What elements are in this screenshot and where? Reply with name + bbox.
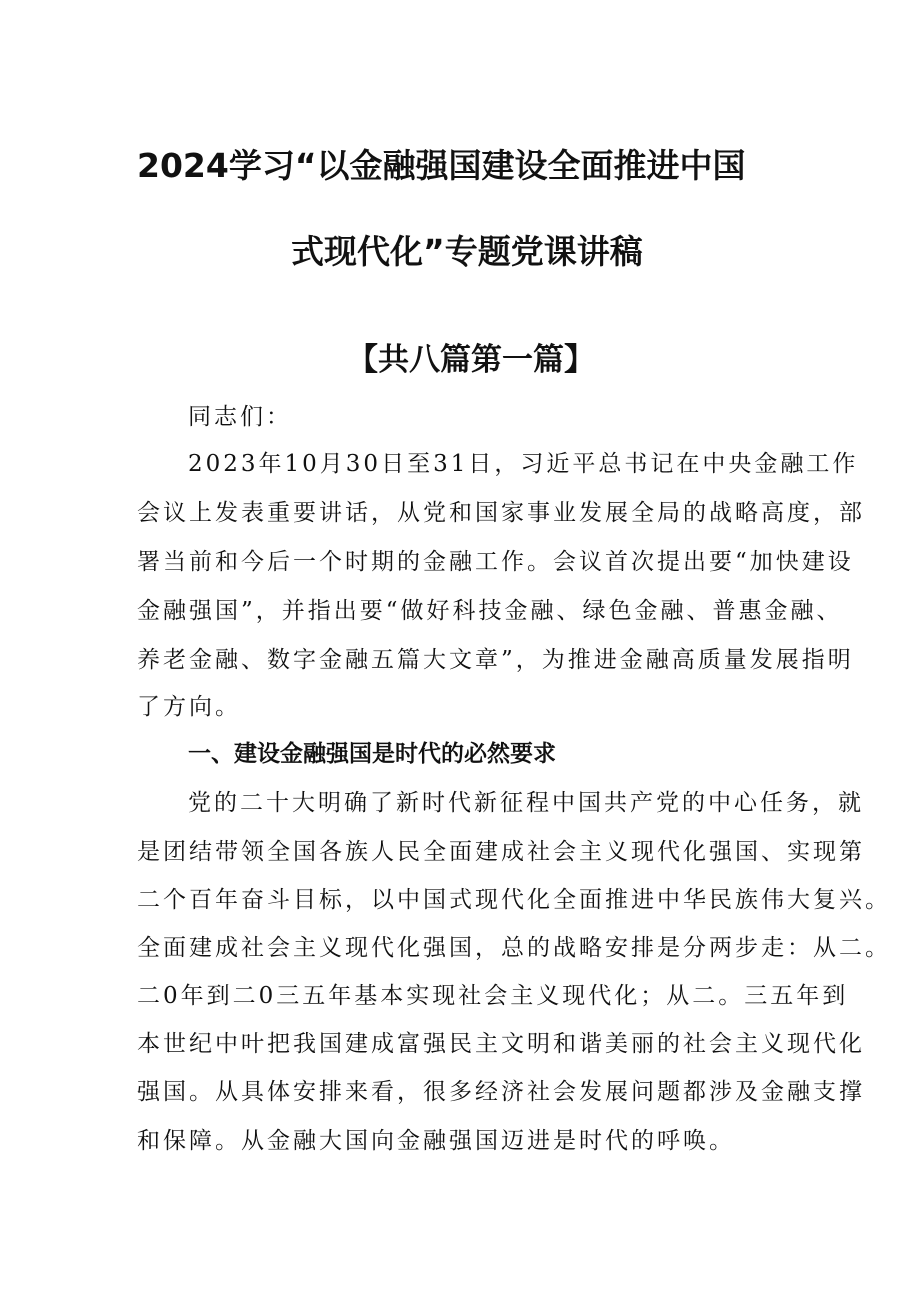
paragraph-1-line: 署当前和今后一个时期的金融工作。会议首次提出要“加快建设 bbox=[137, 549, 854, 575]
salutation: 同志们： bbox=[188, 404, 292, 430]
document-title-line-2: 式现代化”专题党课讲稿 bbox=[291, 232, 643, 271]
paragraph-2-line: 二0年到二0三五年基本实现社会主义现代化；从二。三五年到 bbox=[137, 983, 849, 1009]
paragraph-2-line: 是团结带领全国各族人民全面建成社会主义现代化强国、实现第 bbox=[137, 839, 865, 865]
paragraph-2-line: 和保障。从金融大国向金融强国迈进是时代的呼唤。 bbox=[137, 1128, 735, 1154]
paragraph-2-line: 全面建成社会主义现代化强国，总的战略安排是分两步走：从二。 bbox=[137, 935, 891, 961]
paragraph-2-line: 本世纪中叶把我国建成富强民主文明和谐美丽的社会主义现代化 bbox=[137, 1031, 865, 1057]
section-1-heading: 一、建设金融强国是时代的必然要求 bbox=[188, 741, 556, 767]
paragraph-1-line: 会议上发表重要讲话，从党和国家事业发展全局的战略高度，部 bbox=[137, 500, 865, 526]
paragraph-2-line: 二个百年奋斗目标，以中国式现代化全面推进中华民族伟大复兴。 bbox=[137, 887, 891, 913]
paragraph-1-line: 养老金融、数字金融五篇大文章”，为推进金融高质量发展指明 bbox=[137, 647, 854, 673]
document-subtitle: 【共八篇第一篇】 bbox=[347, 342, 595, 378]
paragraph-1-line: 2023年10月30日至31日，习近平总书记在中央金融工作 bbox=[188, 451, 859, 477]
paragraph-2-line: 党的二十大明确了新时代新征程中国共产党的中心任务，就 bbox=[188, 790, 864, 816]
document-title-line-1: 2024学习“以金融强国建设全面推进中国 bbox=[137, 146, 746, 185]
paragraph-1-line: 金融强国”，并指出要“做好科技金融、绿色金融、普惠金融、 bbox=[137, 598, 843, 624]
paragraph-2-line: 强国。从具体安排来看，很多经济社会发展问题都涉及金融支撑 bbox=[137, 1079, 865, 1105]
paragraph-1-line: 了方向。 bbox=[137, 694, 241, 720]
